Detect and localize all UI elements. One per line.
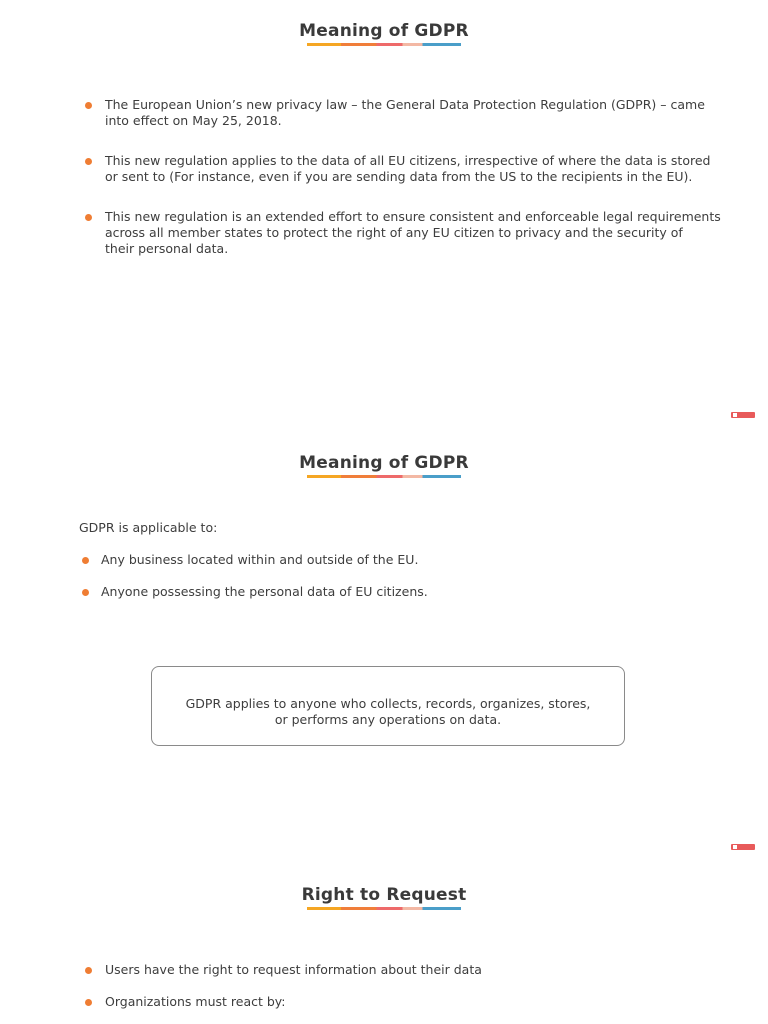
bullet-line: This new regulation is an extended effort to ensure consistent and enforceable legal requirements bbox=[105, 209, 721, 224]
slide-title: Meaning of GDPR bbox=[299, 453, 469, 473]
bullet-item bbox=[105, 97, 705, 129]
callout-text bbox=[152, 696, 624, 728]
slide-title: Right to Request bbox=[301, 885, 467, 905]
bullet-line: across all member states to protect the right of any EU citizen to privacy and the security of bbox=[105, 225, 683, 240]
title-underline bbox=[307, 907, 461, 910]
bullet-dot-icon bbox=[85, 967, 92, 974]
slide-title: Meaning of GDPR bbox=[299, 21, 469, 41]
bullet-line: their personal data. bbox=[105, 241, 229, 256]
bullet-dot-icon bbox=[85, 999, 92, 1006]
bullet-item: Users have the right to request information about their data bbox=[105, 962, 482, 977]
bullet-dot-icon bbox=[85, 158, 92, 165]
presentation-badge-icon bbox=[731, 412, 755, 418]
callout-box bbox=[151, 666, 625, 746]
title-underline bbox=[307, 43, 461, 46]
bullet-line: or sent to (For instance, even if you are sending data from the US to the recipients in the EU). bbox=[105, 169, 693, 184]
bullet-line: The European Union’s new privacy law – the General Data Protection Regulation (GDPR) – came bbox=[105, 97, 705, 112]
callout-line: or performs any operations on data. bbox=[274, 712, 502, 727]
bullet-dot-icon bbox=[85, 102, 92, 109]
bullet-item: Organizations must react by: bbox=[105, 994, 286, 1009]
bullet-item bbox=[105, 209, 721, 257]
bullet-item bbox=[105, 153, 710, 185]
intro-text: GDPR is applicable to: bbox=[79, 520, 218, 535]
bullet-item: Anyone possessing the personal data of EU citizens. bbox=[101, 584, 428, 599]
title-underline bbox=[307, 475, 461, 478]
bullet-item: Any business located within and outside of the EU. bbox=[101, 552, 419, 567]
presentation-badge-icon bbox=[731, 844, 755, 850]
bullet-dot-icon bbox=[82, 557, 89, 564]
bullet-line: into effect on May 25, 2018. bbox=[105, 113, 282, 128]
bullet-dot-icon bbox=[85, 214, 92, 221]
bullet-dot-icon bbox=[82, 589, 89, 596]
bullet-line: This new regulation applies to the data of all EU citizens, irrespective of where the data is stored bbox=[105, 153, 711, 168]
callout-line: GDPR applies to anyone who collects, records, organizes, stores, bbox=[185, 696, 591, 711]
